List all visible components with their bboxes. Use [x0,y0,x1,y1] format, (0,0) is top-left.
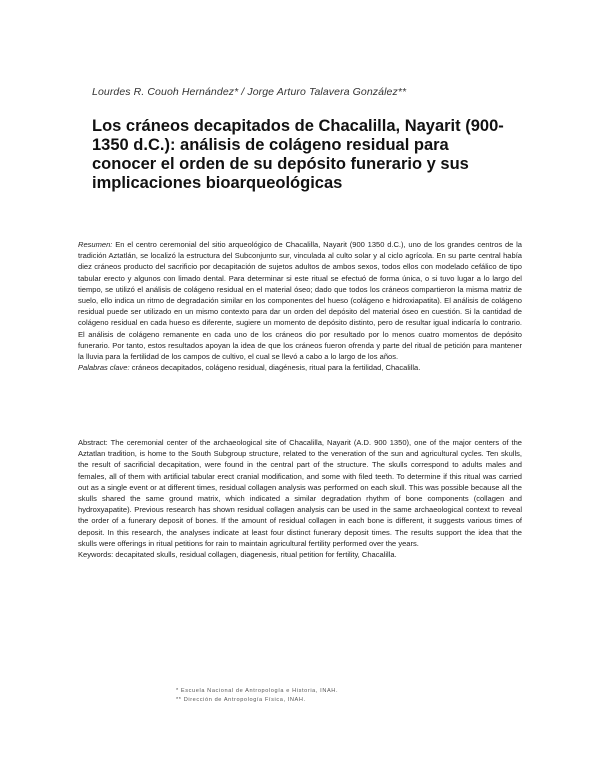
abstract-paragraph [78,437,522,549]
abstract-text: The ceremonial center of the archaeological site of Chacalilla, Nayarit (A.D. 900 1350), one of the major centers of the Aztatlan tradition, is home to the South Subgroup structure, related to the veneration of the sun and agricultural cycles. Ten skulls, the result of sacrificial decapitation, were found in the central part of the structure. The skulls correspond to adults males and females, all of them with artificial tabular erect cranial modification, and some with filed teeth. To determine if this ritual was carried out as a single event or at different times, residual collagen analysis was performed on each skull. This was possible because all the skulls shared the same ground matrix, which indicated a similar degradation rhythm of bone components (collagen and hydroxyapatite). Previous research has shown residual collagen analysis can be used in the same archaeological context to reveal the order of a funerary deposit of bones. If the amount of residual collagen in each bone is different, it suggests various times of deposit. In this research, the analyses indicate at least four distinct funerary deposit times. The results support the idea that the skulls were offerings in ritual petitions for rain to maintain agricultural fertility performed over the years. [78,438,523,548]
footnote-1: * Escuela Nacional de Antropología e Historia, INAH. [176,688,339,694]
keywords-paragraph [78,549,522,560]
footnotes [176,687,338,704]
palabras-clave-label: Palabras clave: [78,363,130,373]
keywords-label: Keywords: [78,550,114,560]
abstract-block [78,437,522,560]
resumen-paragraph [78,239,522,362]
keywords-text: decapitated skulls, residual collagen, diagenesis, ritual petition for fertility, Chacalilla. [115,550,397,560]
palabras-clave-text: cráneos decapitados, colágeno residual, diagénesis, ritual para la fertilidad, Chacalilla. [131,363,421,373]
resumen-text: En el centro ceremonial del sitio arqueológico de Chacalilla, Nayarit (900 1350 d.C.), uno de los grandes centros de la tradición Aztatlán, se localizó la estructura del Subconjunto sur, vinculada al culto solar y al ciclo agrícola. En su parte central había diez cráneos producto del sacrificio por decapitación de sujetos adultos de ambos sexos, todos ellos con modelado cefálico de tipo tabular erecto y algunos con limado dental. Para determinar si este ritual se efectuó de forma única, o si tuvo lugar a lo largo del tiempo, se utilizó el análisis de colágeno residual en el material óseo; dado que todos los cráneos compartieron la misma matriz de suelo, ello indica un ritmo de degradación similar en los componentes del hueso (colágeno e hidroxiapatita). El análisis de colágeno residual puede ser utilizado en un mismo contexto para dar un orden del depósito del material óseo en cuestión. Si la cantidad de colágeno residual en cada hueso es diferente, sugiere un momento de depósito distinto, pero de resultar igual indicaría lo contrario. El análisis de colágeno remanente en cada uno de los cráneos dio por resultado por lo menos cuatro momentos de depósito funerario. Por tanto, estos resultados apoyan la idea de que los cráneos fueron ofrenda y parte del ritual de petición para mantener la lluvia para la fertilidad de los campos de cultivo, el cual se llevó a cabo a lo largo de los años. [78,240,522,362]
resumen-block [78,239,522,373]
resumen-label: Resumen: [78,240,113,249]
authors-line: Lourdes R. Couoh Hernández* / Jorge Arturo Talavera González** [92,86,407,98]
palabras-clave-paragraph [78,362,522,373]
article-title: Los cráneos decapitados de Chacalilla, Nayarit (900-1350 d.C.): análisis de colágeno residual para conocer el orden de su depósito funerario y sus implicaciones bioarqueológicas [92,117,504,192]
abstract-label: Abstract: [78,438,108,447]
footnote-2: ** Dirección de Antropología Física, INAH. [176,696,306,703]
